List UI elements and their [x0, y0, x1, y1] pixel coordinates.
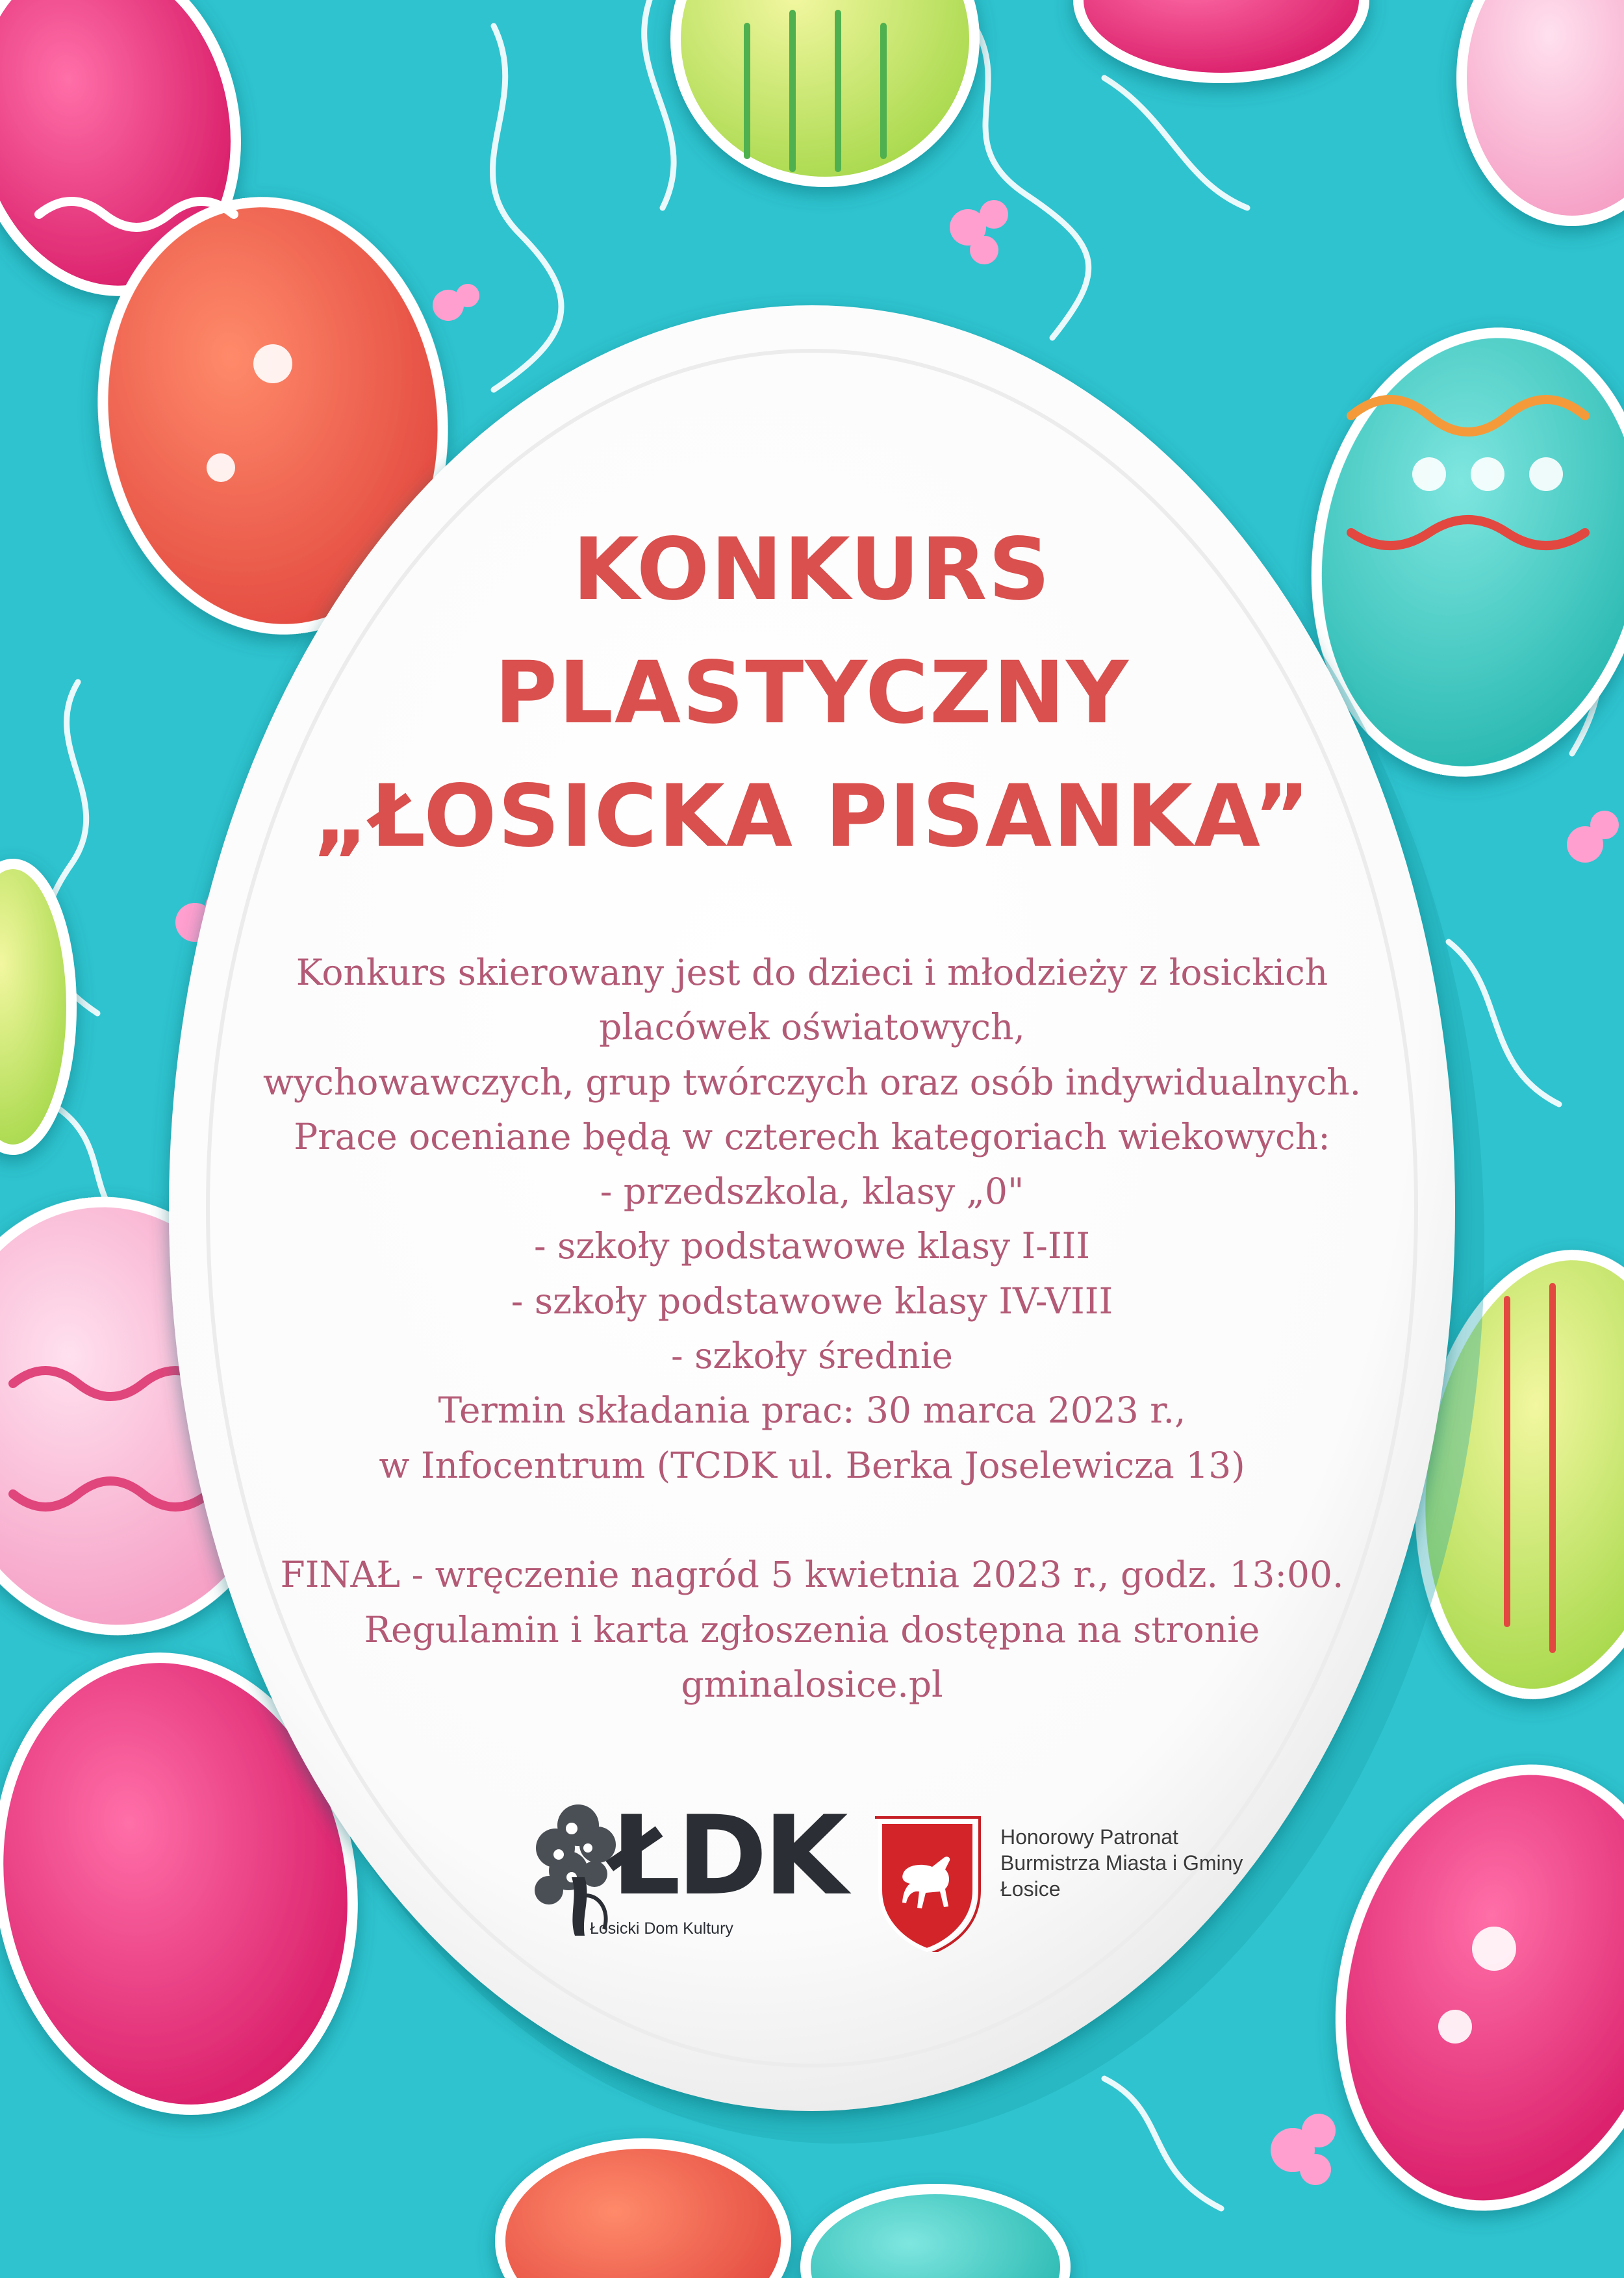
body-line: Prace oceniane będą w czterech kategoriach wiekowych: [294, 1115, 1330, 1158]
ldk-letters: ŁDK [611, 1792, 844, 1919]
title-line-1: KONKURS [572, 520, 1052, 620]
contest-description [260, 945, 1364, 1712]
title-line-2: PLASTYCZNY [494, 643, 1130, 743]
deadline-line: Termin składania prac: 30 marca 2023 r., [438, 1389, 1186, 1432]
honorary-patronage [1000, 1824, 1243, 1902]
regulations-line: Regulamin i karta zgłoszenia dostępna na stronie [364, 1608, 1260, 1651]
patron-line: Honorowy Patronat [1000, 1825, 1178, 1849]
ldk-logo [533, 1792, 844, 1942]
category-item: - szkoły średnie [671, 1335, 953, 1377]
website-line: gminalosice.pl [681, 1663, 943, 1705]
category-item: - szkoły podstawowe klasy I-III [533, 1225, 1091, 1267]
patron-line: Łosice [1000, 1877, 1061, 1901]
final-line: FINAŁ - wręczenie nagród 5 kwietnia 2023 r., godz. 13:00. [280, 1554, 1344, 1596]
category-item: - szkoły podstawowe klasy IV-VIII [511, 1280, 1113, 1322]
body-line: placówek oświatowych, [599, 1006, 1025, 1048]
losice-coat-of-arms-icon [867, 1812, 987, 1952]
ldk-name: Łosicki Dom Kultury [590, 1919, 733, 1938]
title-line-3: „ŁOSICKA PISANKA” [312, 766, 1312, 867]
body-line: Konkurs skierowany jest do dzieci i młodzieży z łosickich [296, 952, 1328, 993]
patron-line: Burmistrza Miasta i Gminy [1000, 1851, 1243, 1875]
location-line: w Infocentrum (TCDK ul. Berka Joselewicza 13) [379, 1444, 1245, 1486]
category-item: - przedszkola, klasy „0" [600, 1171, 1024, 1213]
spacer [260, 1493, 1364, 1547]
body-line: wychowawczych, grup twórczych oraz osób indywidualnych. [262, 1061, 1362, 1103]
